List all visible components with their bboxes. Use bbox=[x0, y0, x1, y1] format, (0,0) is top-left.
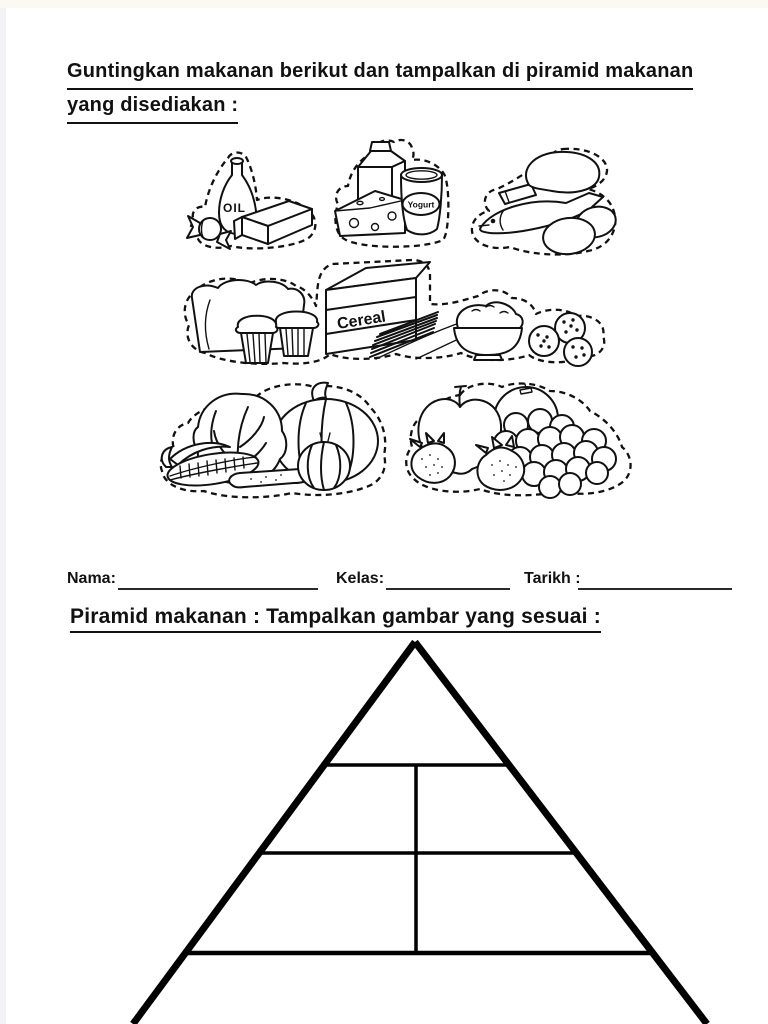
oil-label: OIL bbox=[223, 201, 246, 215]
page-top-edge bbox=[0, 0, 768, 8]
dairy-cutout bbox=[330, 136, 454, 256]
instruction-heading-line2: yang disediakan : bbox=[67, 90, 238, 124]
class-blank-line bbox=[386, 572, 510, 590]
class-label: Kelas: bbox=[336, 570, 385, 587]
date-label: Tarikh : bbox=[524, 570, 581, 587]
instruction-heading-line1: Guntingkan makanan berikut dan tampalkan di piramid makanan bbox=[67, 56, 693, 90]
instruction-heading bbox=[67, 56, 707, 124]
vegetables-cutout bbox=[156, 381, 396, 505]
fruits-cutout bbox=[404, 381, 638, 501]
cheese-wedge-icon bbox=[335, 191, 405, 236]
cereal-label: Cereal bbox=[335, 308, 387, 333]
grains-cutout bbox=[180, 258, 610, 376]
food-pyramid-diagram bbox=[0, 628, 768, 1024]
protein-cutout bbox=[468, 146, 622, 262]
pyramid-heading: Piramid makanan : Tampalkan gambar yang sesuai : bbox=[70, 605, 670, 633]
cookies-icon bbox=[529, 313, 592, 366]
fats-oils-cutout bbox=[185, 147, 320, 257]
pyramid-left-side bbox=[133, 642, 415, 1024]
date-blank-line bbox=[578, 572, 732, 590]
name-blank-line bbox=[118, 572, 318, 590]
yogurt-label: Yogurt bbox=[407, 199, 435, 210]
rice-bowl-icon bbox=[454, 302, 523, 360]
pyramid-right-side bbox=[415, 642, 707, 1024]
yogurt-cup-icon bbox=[401, 168, 442, 234]
name-label: Nama: bbox=[67, 570, 116, 587]
